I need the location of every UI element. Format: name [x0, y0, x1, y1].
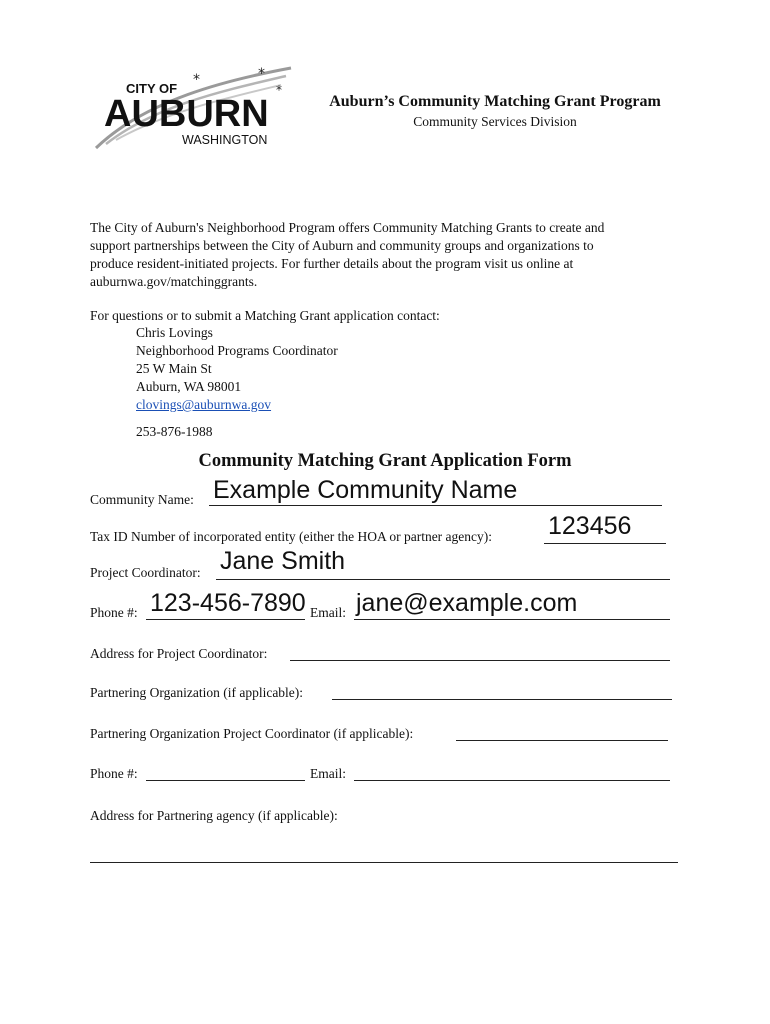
contact-role: Neighborhood Programs Coordinator	[136, 343, 338, 358]
coordinator-value[interactable]: Jane Smith	[220, 547, 346, 575]
phone-value[interactable]: 123-456-7890	[150, 589, 306, 617]
partner-address-label: Address for Partnering agency (if applicable):	[90, 808, 338, 823]
email-label: Email:	[310, 605, 346, 620]
logo-washington: WASHINGTON	[182, 133, 268, 147]
community-name-line	[209, 505, 662, 506]
svg-text:*: *	[258, 66, 265, 82]
community-name-value[interactable]: Example Community Name	[213, 476, 518, 504]
partner-coord-label: Partnering Organization Project Coordinator (if applicable):	[90, 726, 414, 741]
community-name-label: Community Name:	[90, 492, 194, 507]
intro-paragraph	[90, 219, 690, 291]
phone-line	[146, 619, 305, 620]
email2-line[interactable]	[354, 780, 670, 781]
coord-address-line[interactable]	[290, 660, 670, 661]
partner-org-label: Partnering Organization (if applicable):	[90, 685, 304, 700]
phone2-line[interactable]	[146, 780, 305, 781]
intro-line: produce resident-initiated projects. For further details about the program visit us online at	[90, 256, 574, 271]
contact-street: 25 W Main St	[136, 361, 212, 376]
contact-heading: For questions or to submit a Matching Grant application contact:	[90, 308, 440, 323]
partner-address-line[interactable]	[90, 862, 678, 863]
intro-line: The City of Auburn's Neighborhood Program offers Community Matching Grants to create and	[90, 220, 605, 235]
contact-city: Auburn, WA 98001	[136, 379, 242, 394]
contact-email-link[interactable]: clovings@auburnwa.gov	[136, 397, 272, 412]
coordinator-line	[216, 579, 670, 580]
svg-text:*: *	[276, 83, 282, 97]
intro-line: auburnwa.gov/matchinggrants.	[90, 274, 258, 289]
svg-text:*: *	[193, 72, 200, 88]
coord-address-label: Address for Project Coordinator:	[90, 646, 268, 661]
partner-org-line[interactable]	[332, 699, 672, 700]
program-title: Auburn’s Community Matching Grant Program	[329, 93, 661, 110]
logo-city-of: CITY OF	[126, 81, 178, 96]
tax-id-label: Tax ID Number of incorporated entity (either the HOA or partner agency):	[90, 529, 493, 544]
division-subtitle: Community Services Division	[413, 114, 577, 129]
city-of-auburn-logo	[86, 60, 296, 160]
contact-name: Chris Lovings	[136, 325, 213, 340]
intro-line: support partnerships between the City of Auburn and community groups and organizations to	[90, 238, 594, 253]
tax-id-line	[544, 543, 666, 544]
email-value[interactable]: jane@example.com	[356, 589, 578, 617]
phone-label: Phone #:	[90, 605, 138, 620]
form-title: Community Matching Grant Application Form	[198, 451, 572, 471]
phone2-label: Phone #:	[90, 766, 138, 781]
auburn-logo-graphic	[86, 60, 296, 160]
email2-label: Email:	[310, 766, 346, 781]
partner-coord-line[interactable]	[456, 740, 668, 741]
coordinator-label: Project Coordinator:	[90, 565, 201, 580]
email-line	[354, 619, 670, 620]
logo-auburn: AUBURN	[104, 93, 269, 135]
tax-id-value[interactable]: 123456	[548, 512, 632, 540]
contact-phone: 253-876-1988	[136, 424, 213, 439]
